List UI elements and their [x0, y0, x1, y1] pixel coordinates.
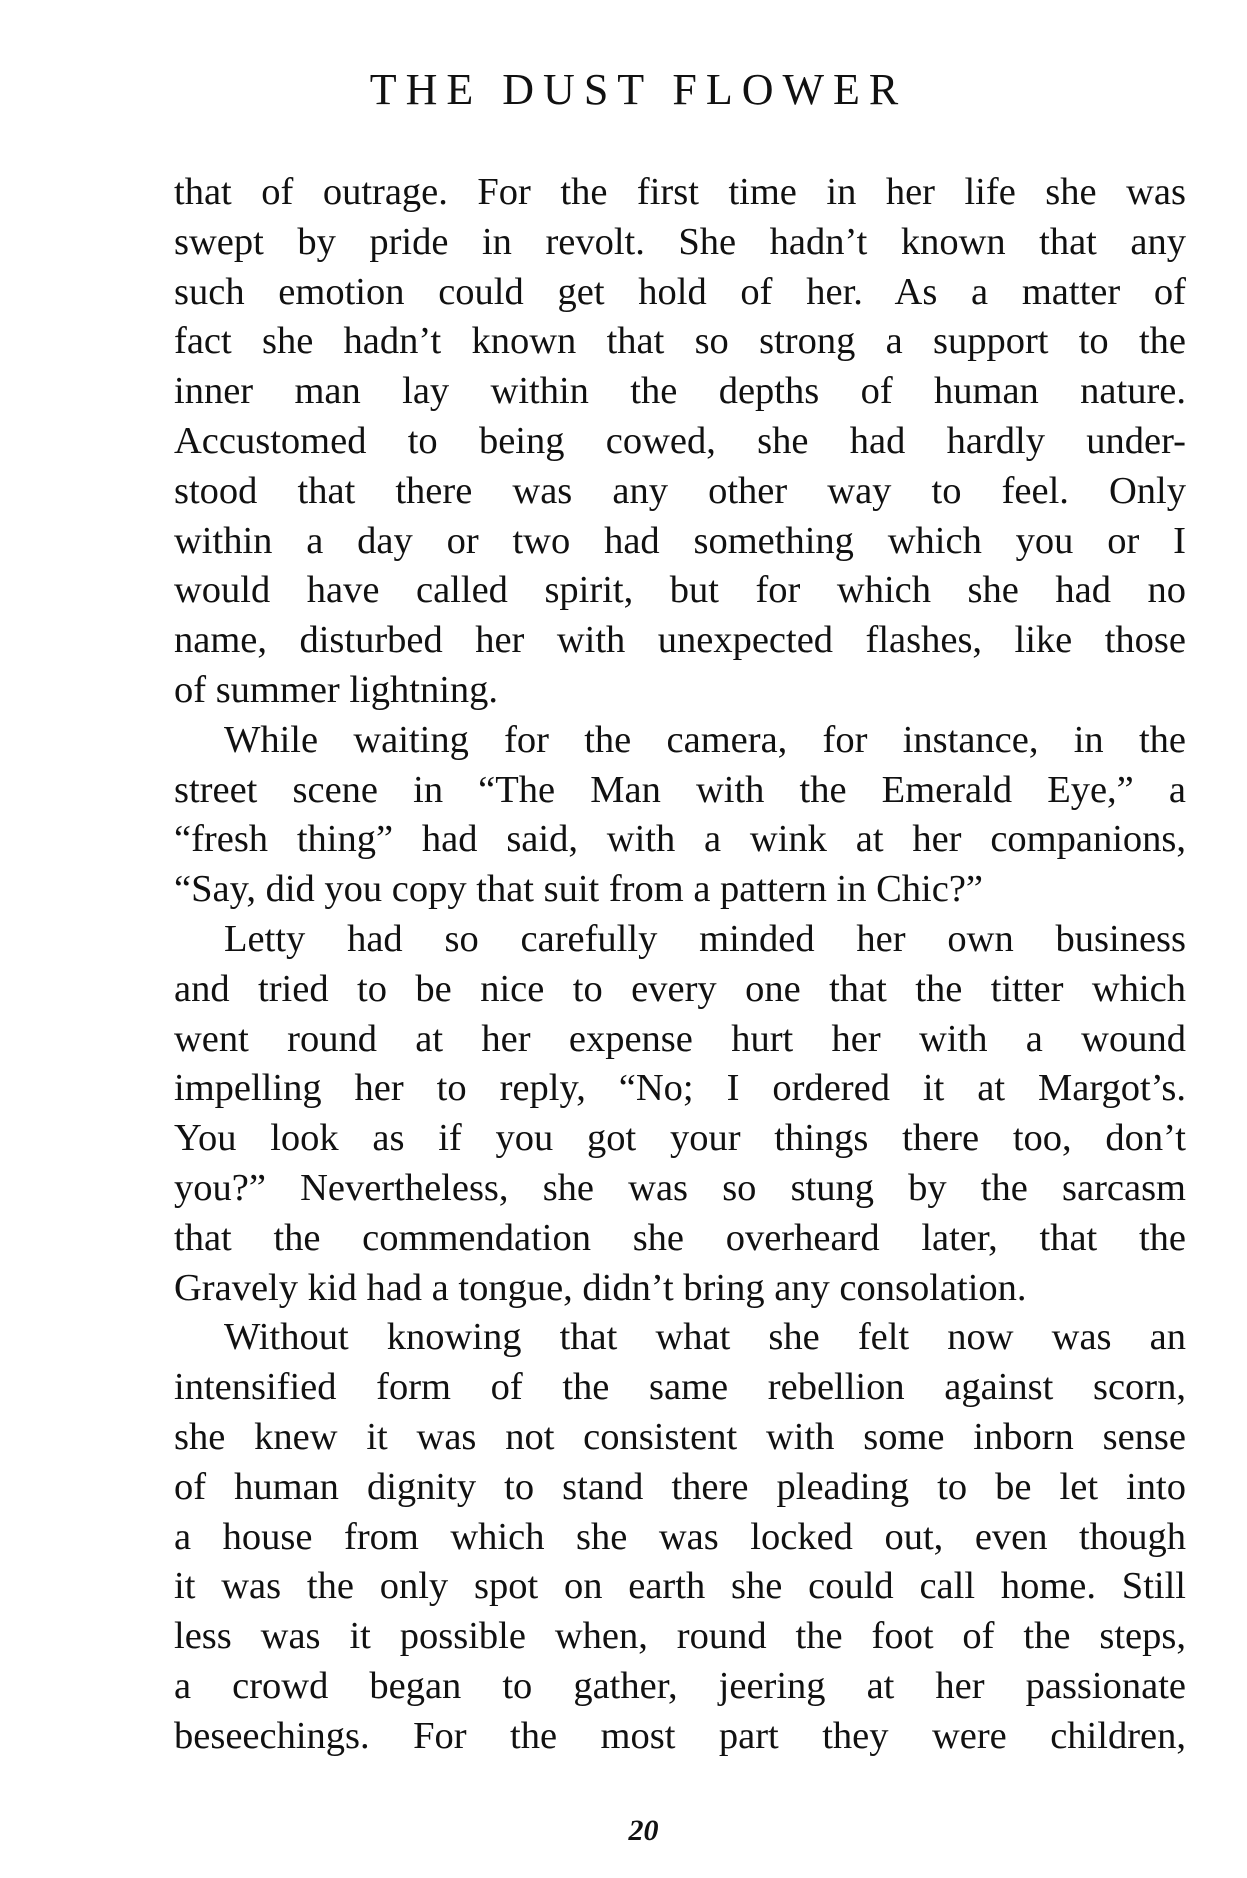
text-line: of human dignity to stand there pleading to be let into	[174, 1465, 1186, 1508]
text-line: intensified form of the same rebellion against scorn,	[174, 1366, 1186, 1409]
text-line: “fresh thing” had said, with a wink at her companions,	[174, 818, 1186, 861]
text-line: beseechings. For the most part they were children,	[174, 1714, 1186, 1757]
text-line: stood that there was any other way to feel. Only	[174, 469, 1186, 512]
text-line: went round at her expense hurt her with a wound	[174, 1017, 1186, 1060]
text-line: she knew it was not consistent with some inborn sense	[174, 1415, 1186, 1458]
running-head: THE DUST FLOWER	[369, 65, 908, 114]
text-line: it was the only spot on earth she could call home. Still	[174, 1565, 1186, 1608]
text-line: you?” Nevertheless, she was so stung by the sarcasm	[174, 1166, 1186, 1209]
text-line: a house from which she was locked out, even though	[174, 1515, 1186, 1558]
paragraph-end-line: “Say, did you copy that suit from a pattern in Chic?”	[174, 868, 984, 911]
text-line: street scene in “The Man with the Emerald Eye,” a	[174, 768, 1186, 811]
text-line: impelling her to reply, “No; I ordered it at Margot’s.	[174, 1067, 1186, 1110]
text-line: that of outrage. For the first time in her life she was	[174, 171, 1186, 213]
text-line: Accustomed to being cowed, she had hardly under-	[174, 419, 1186, 462]
text-line: such emotion could get hold of her. As a matter of	[174, 270, 1186, 313]
text-line: inner man lay within the depths of human nature.	[174, 370, 1186, 413]
page-number: 20	[628, 1814, 659, 1847]
text-line: name, disturbed her with unexpected flashes, like those	[174, 619, 1186, 662]
paragraph-end-line: Gravely kid had a tongue, didn’t bring any consolation.	[174, 1266, 1027, 1309]
text-line: You look as if you got your things there too, don’t	[174, 1117, 1186, 1160]
text-line: and tried to be nice to every one that the titter which	[174, 967, 1186, 1010]
text-line: swept by pride in revolt. She hadn’t known that any	[174, 220, 1186, 263]
paragraph-start-line: Without knowing that what she felt now was an	[224, 1316, 1186, 1359]
text-line: that the commendation she overheard later, that the	[174, 1216, 1186, 1259]
paragraph-start-line: While waiting for the camera, for instance, in the	[224, 718, 1186, 761]
text-line: fact she hadn’t known that so strong a support to the	[174, 320, 1186, 363]
text-line: less was it possible when, round the foot of the steps,	[174, 1615, 1186, 1658]
paragraph-start-line: Letty had so carefully minded her own business	[224, 917, 1186, 960]
text-line: would have called spirit, but for which she had no	[174, 569, 1186, 612]
paragraph-end-line: of summer lightning.	[174, 668, 499, 711]
text-line: within a day or two had something which you or I	[174, 519, 1186, 562]
text-line: a crowd began to gather, jeering at her passionate	[174, 1664, 1186, 1707]
body-text	[174, 168, 1186, 1762]
